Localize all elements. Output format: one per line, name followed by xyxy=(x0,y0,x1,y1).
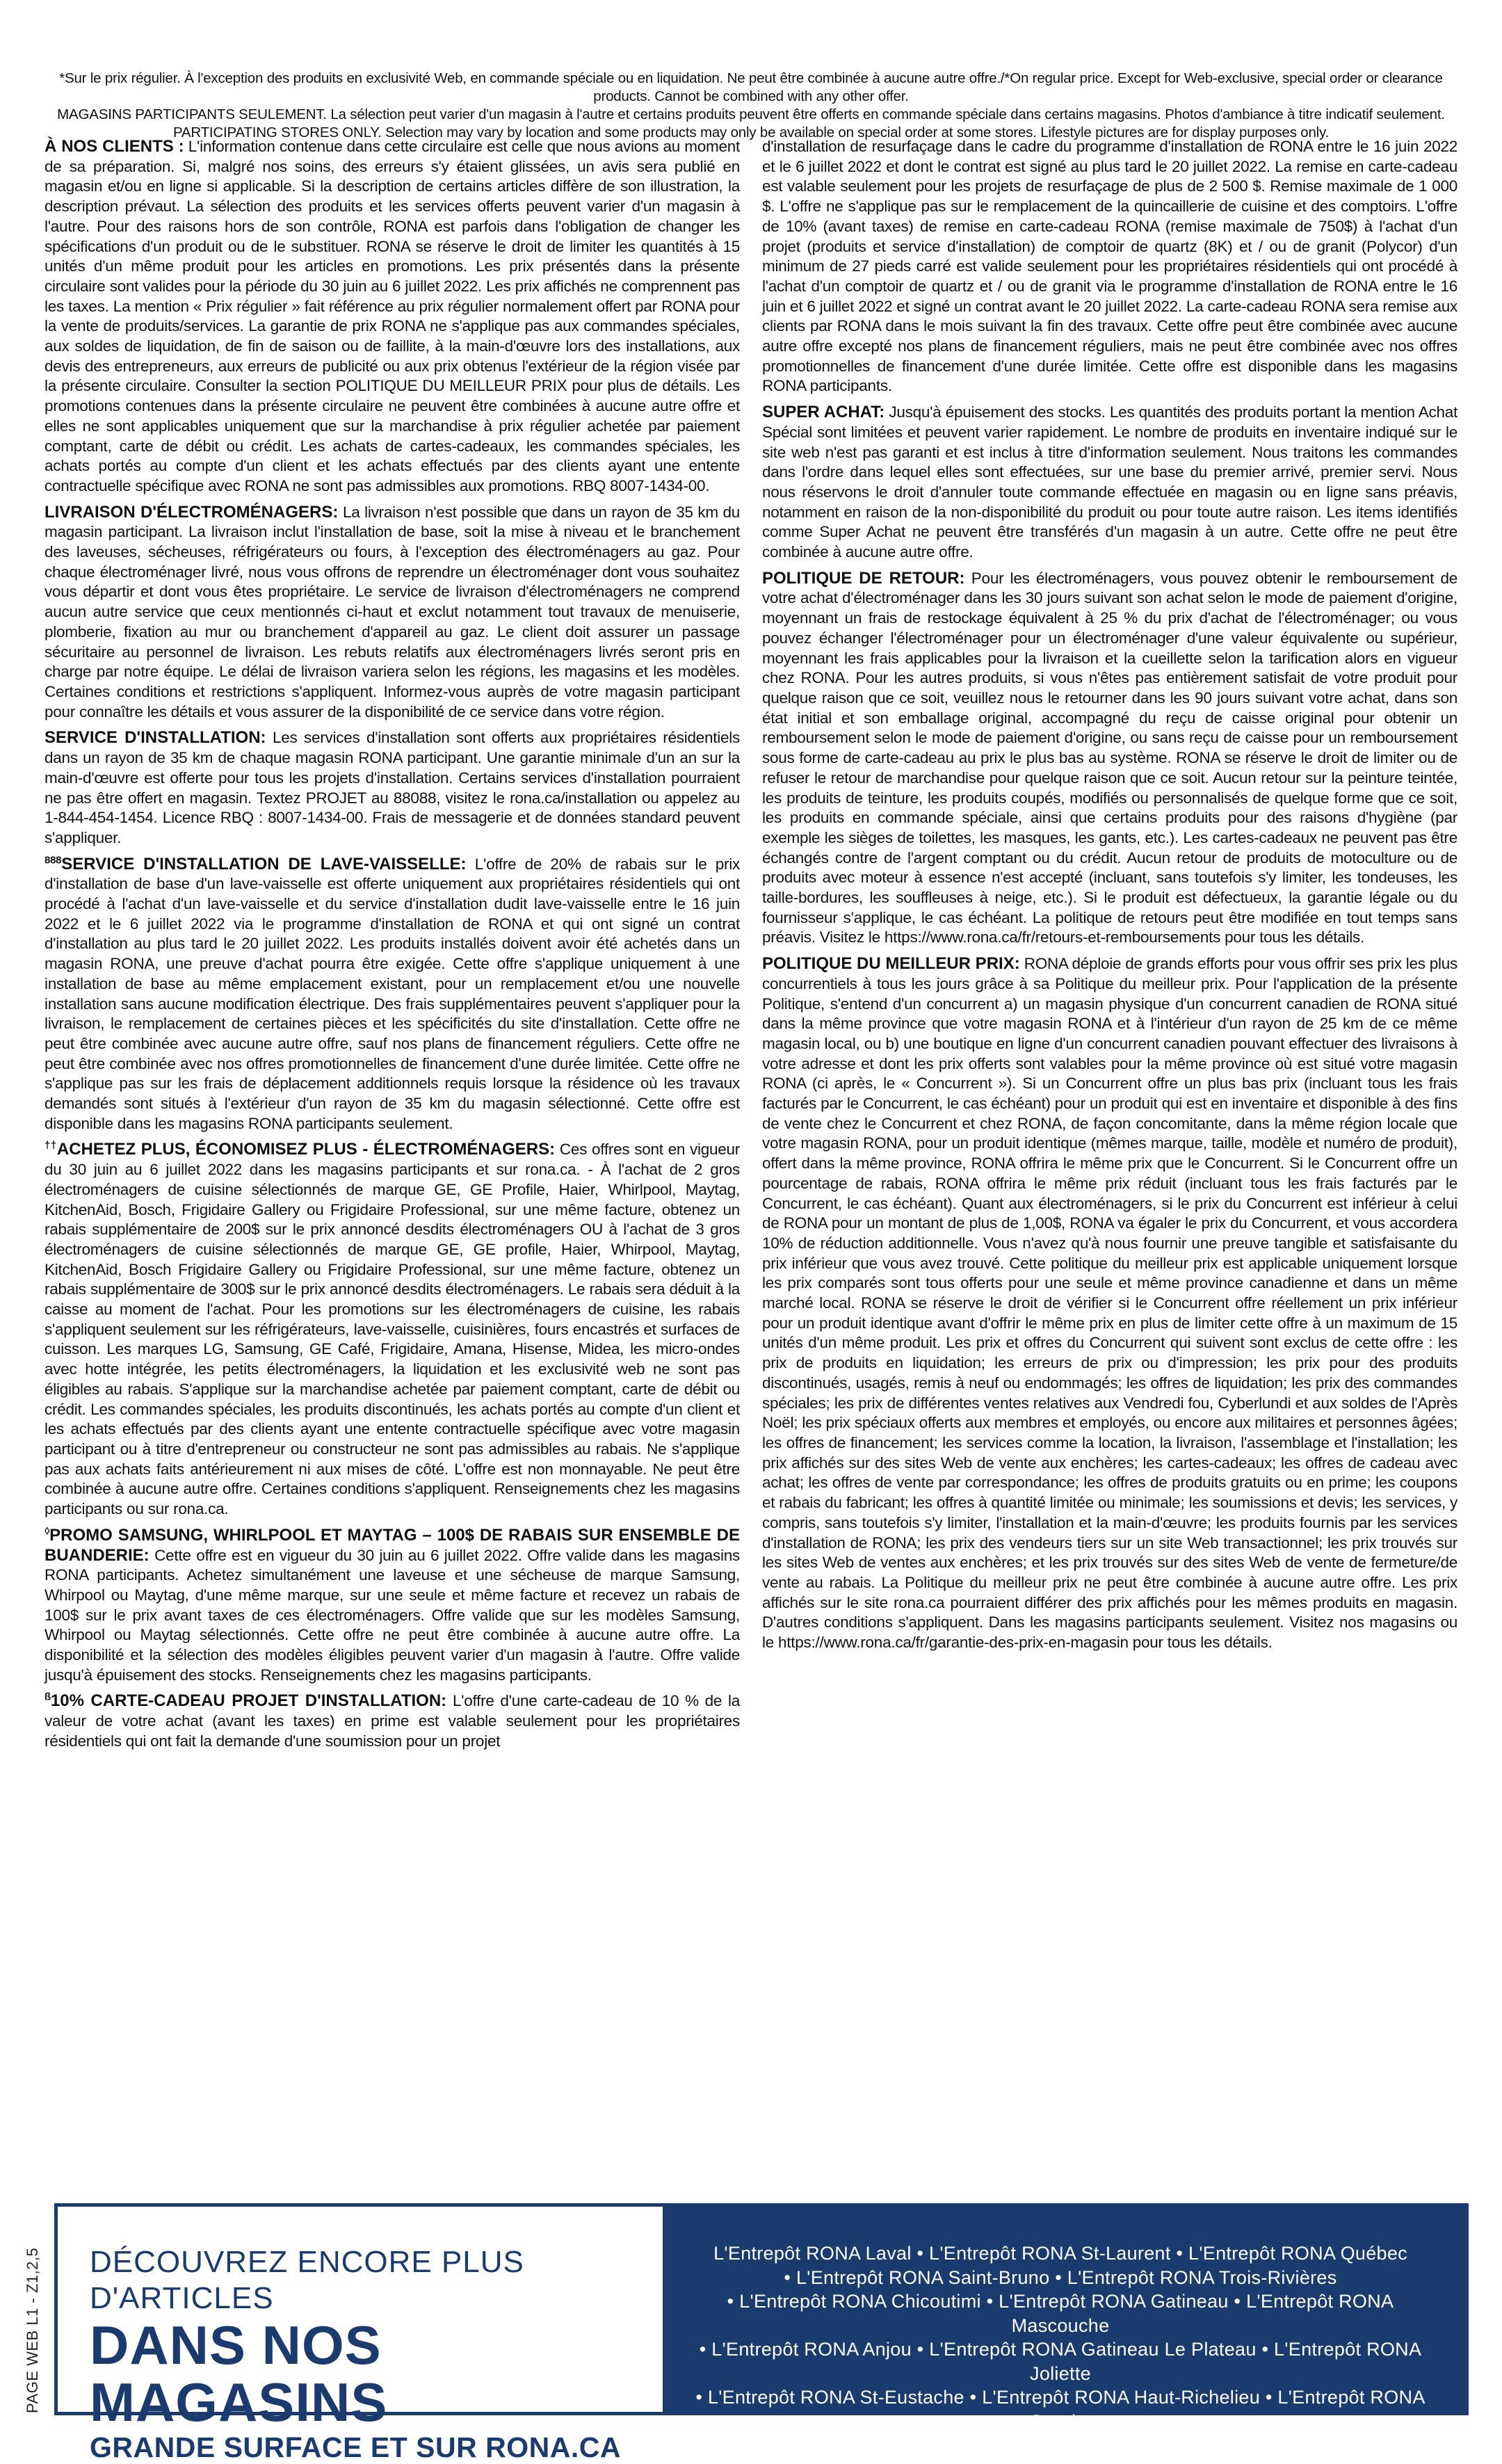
paragraph-heading: PROMO SAMSUNG, WHIRLPOOL ET MAYTAG – 100$ DE RABAIS SUR ENSEMBLE DE BUANDERIE: xyxy=(45,1525,740,1565)
paragraph-text: Les services d'installation sont offerts aux propriétaires résidentiels dans un rayon de 35 km de chaque magasin RONA participant. Une garantie minimale d'un an sur la main-d'œuvre est offerte pour tous les projets d'installation. Certains services d'installation pourraient ne pas être offert en magasin. Textez PROJET au 88088, visitez le rona.ca/installation ou appelez au 1-844-454-1454. Licence RBQ : 8007-1434-00. Frais de messagerie et de données standard peuvent s'appliquer. xyxy=(45,729,741,846)
banner-kicker: DÉCOUVREZ ENCORE PLUS D'ARTICLES xyxy=(90,2245,524,2315)
page-code: PAGE WEB L1 - Z1,2,5 xyxy=(24,2247,41,2413)
terms-paragraph xyxy=(45,728,740,848)
terms-paragraph xyxy=(762,403,1457,563)
store-banner xyxy=(54,2203,1469,2463)
terms-paragraph xyxy=(45,1691,740,1751)
store-line: • L'Entrepôt RONA St-Hyacinthe • L'Entrepôt RONA Brossard (Dix/30) xyxy=(764,2435,1357,2456)
store-line: • L'Entrepôt RONA St-Eustache • L'Entrepôt RONA Haut-Richelieu • L'Entrepôt RONA Granby xyxy=(695,2387,1426,2432)
left-column xyxy=(45,137,740,2199)
paragraph-heading: POLITIQUE DU MEILLEUR PRIX: xyxy=(762,954,1020,974)
paragraph-text: L'offre d'une carte-cadeau de 10 % de la valeur de votre achat (avant les taxes) en prime est valable seulement pour les propriétaires résidentiels qui ont fait la demande d'une soumission pour un projet xyxy=(45,1692,740,1750)
store-line: • L'Entrepôt RONA Chicoutimi • L'Entrepôt RONA Gatineau • L'Entrepôt RONA Mascouche xyxy=(727,2291,1394,2336)
store-line: L'Entrepôt RONA Laval • L'Entrepôt RONA St-Laurent • L'Entrepôt RONA Québec xyxy=(713,2243,1407,2264)
footnote-mark: ◊ xyxy=(45,1525,50,1538)
banner-main-title: DANS NOS MAGASINS xyxy=(90,2314,388,2433)
paragraph-heading: LIVRAISON D'ÉLECTROMÉNAGERS: xyxy=(45,502,339,522)
paragraph-text: Jusqu'à épuisement des stocks. Les quantités des produits portant la mention Achat Spécial sont limitées et peuvent varier rapidement. Le nombre de produits en inventaire indiqué sur le site web n'est pas garanti et est inclus à titre d'information seulement. Nous traitons les commandes dans l'ordre dans lequel elles sont effectuées, sur une base du premier arrivé, premier servi. Nous nous réservons le droit d'annuler toute commande effectuée en magasin ou en ligne sans préavis, notamment en raison de la non-disponibilité du produit ou pour toute autre raison. Les items identifiés comme Super Achat ne peuvent être transférés d'un magasin à un autre. Cette offre ne peut être combinée à aucune autre offre. xyxy=(762,403,1457,561)
paragraph-text: La livraison n'est possible que dans un rayon de 35 km du magasin participant. La livraison inclut l'installation de base, soit la mise à niveau et le branchement des laveuses, sécheuses, réfrigérateurs ou fours, à l'exception des électroménagers au gaz. Pour chaque électroménager livré, nous vous offrons de reprendre un électroménager dont vous souhaitez vous départir et dont vous êtes propriétaire. Le service de livraison d'électroménagers ne comprend aucun autre service que ceux mentionnés ci-haut et exclut notamment tout travaux de menuiserie, plomberie, fixation au mur ou branchement d'appareil au gaz. Le client doit assurer un passage sécuritaire au personnel de livraison. Les rebuts relatifs aux électroménagers livrés seront pris en charge par notre équipe. Le délai de livraison variera selon les régions, les magasins et les modèles. Certaines conditions et restrictions s'appliquent. Informez-vous auprès de votre magasin participant pour connaître les détails et vous assurer de la disponibilité de ce service dans votre région. xyxy=(45,503,740,720)
terms-paragraph xyxy=(762,569,1457,948)
paragraph-heading: 10% CARTE-CADEAU PROJET D'INSTALLATION: xyxy=(50,1691,447,1711)
terms-paragraph xyxy=(45,503,740,723)
paragraph-text: d'installation de resurfaçage dans le cadre du programme d'installation de RONA entre le 16 juin 2022 et le 6 juillet 2022 et dont le contrat est signé au plus tard le 20 juillet 2022. La remise en carte-cadeau est valable seulement pour les projets de resurfaçage de plus de 2 500 $. Remise maximale de 1 000 $. L'offre ne s'applique pas sur le remplacement de la quincaillerie de cuisine et des comptoirs. L'offre de 10% (avant taxes) de remise en carte-cadeau RONA (remise maximale de 750$) à l'achat d'un projet (produits et service d'installation) de comptoir de quartz (8K) et / ou de granit (Polycor) d'un minimum de 27 pieds carré est valide seulement pour les propriétaires résidentiels qui ont procédé à l'achat d'un comptoir de quartz et / ou de granit via le programme d'installation de RONA entre le 16 juin et 6 juillet 2022 et signé un contrat avant le 20 juillet 2022. La carte-cadeau RONA sera remise aux clients par RONA dans le mois suivant la fin des travaux. Cette offre peut être combinée avec aucune autre offre excepté nos plans de financement réguliers, mais ne peut être combinée avec nos offres promotionnelles de financement d'une durée limitée. Cette offre est disponible dans les magasins RONA participants. xyxy=(762,138,1457,395)
paragraph-text: L'information contenue dans cette circulaire est celle que nous avions au moment de sa préparation. Si, malgré nos soins, des erreurs s'y étaient glissées, un avis sera publié en magasin et/ou en ligne si applicable. Si la description de certains articles diffère de son illustration, la description prévaut. La sélection des produits et les services offerts peuvent varier d'un magasin à l'autre. Pour des raisons hors de son contrôle, RONA est parfois dans l'obligation de changer les spécifications d'un produit ou de le substituer. RONA se réserve le droit de limiter les quantités à 15 unités d'un même produit pour les articles en promotions. Les prix présentés dans la présente circulaire sont valides pour la période du 30 juin au 6 juillet 2022. Les prix affichés ne comprennent pas les taxes. La mention « Prix régulier » fait référence au prix régulier normalement offert par RONA pour la vente de produits/services. La garantie de prix RONA ne s'applique pas aux commandes spéciales, aux soldes de liquidation, de fin de saison ou de faillite, à la main-d'œuvre lors des installations, aux devis des entrepreneurs, aux erreurs de publicité ou aux prix obtenus l'extérieur de la région visée par la présente circulaire. Consulter la section POLITIQUE DU MEILLEUR PRIX pour plus de détails. Les promotions contenues dans la présente circulaire ne peuvent être combinées à aucune autre offre et elles ne sont applicables uniquement que sur la marchandise à prix régulier achetée par paiement comptant, carte de débit ou crédit. Les achats de cartes-cadeaux, les commandes spéciales, les achats portés au compte d'un client et les achats effectués par des clients ayant une entente contractuelle spécifique avec RONA ne sont pas admissibles aux promotions. RBQ 8007-1434-00. xyxy=(45,138,740,494)
paragraph-text: Ces offres sont en vigueur du 30 juin au 6 juillet 2022 dans les magasins participants et sur rona.ca. - À l'achat de 2 gros électroménagers de cuisine sélectionnés de marque GE, GE Profile, Haier, Whirlpool, Maytag, KitchenAid, Bosch, Frigidaire Gallery ou Frigidaire Professional, sur une même facture, obtenez un rabais supplémentaire de 200$ sur le prix annoncé desdits électroménagers OU à l'achat de 3 gros électroménagers de cuisine sélectionnés de marque GE, GE profile, Haier, Whirpool, Maytag, KitchenAid, Bosch Frigidaire Gallery ou Frigidaire Professional, sur une même facture, obtenez un rabais supplémentaire de 300$ sur le prix annoncé desdits électroménagers. Le rabais sera déduit à la caisse au moment de l'achat. Pour les promotions sur les électroménagers de cuisine, les rabais s'appliquent seulement sur les réfrigérateurs, lave-vaisselle, cuisinières, fours encastrés et surfaces de cuisson. Les marques LG, Samsung, GE Café, Frigidaire, Amana, Hisense, Midea, les micro-ondes avec hotte intégrée, les petits électroménagers, la liquidation et les exclusivité web ne sont pas éligibles au rabais. S'applique sur la marchandise achetée par paiement comptant, carte de débit ou crédit. Les commandes spéciales, les produits discontinués, les achats portés au compte d'un client et les achats effectués par des clients ayant une entente contractuelle spécifique avec votre magasin participant ou à titre d'entrepreneur ou constructeur ne sont pas admissibles au rabais. Ne s'applique pas aux achats faits antérieurement ni aux mises de côté. L'offre est non monnayable. Ne peut être combinée à aucune autre offre. Certaines conditions s'appliquent. Renseignements chez les magasins participants ou sur rona.ca. xyxy=(45,1141,740,1518)
paragraph-text: L'offre de 20% de rabais sur le prix d'installation de base d'un lave-vaisselle est offerte uniquement aux propriétaires résidentiels qui ont procédé à l'achat d'un lave-vaisselle et du service d'installation dudit lave-vaisselle entre le 16 juin 2022 et le 6 juillet 2022 via le programme d'installation de RONA et qui ont signé un contrat d'installation au plus tard le 20 juillet 2022. Les produits installés doivent avoir été achetés dans un magasin RONA, une preuve d'achat pourra être exigée. Cette offre s'applique uniquement à une installation de base au même emplacement existant, pour un remplacement et/ou une nouvelle installation sans aucune modification électrique. Des frais supplémentaires peuvent s'appliquer pour la livraison, le remplacement de certaines pièces et les spécificités du site d'installation. Cette offre ne peut être combinée avec aucune autre offre, sauf nos plans de financement réguliers. Cette offre ne peut être combinée avec nos offres promotionnelles de financement d'une durée limitée. Cette offre ne s'applique pas sur les frais de déplacement additionnels requis lorsque la résidence où les travaux demandés sont situés à l'extérieur d'un rayon de 35 km du magasin sélectionné. Cette offre est disponible dans les magasins RONA participants seulement. xyxy=(45,855,740,1132)
terms-columns xyxy=(45,137,1457,2199)
paragraph-heading: SERVICE D'INSTALLATION DE LAVE-VAISSELLE: xyxy=(61,854,467,873)
disclaimer-line-3: PARTICIPATING STORES ONLY. Selection may vary by location and some products may only be available on special order at some stores. Lifestyle pictures are for display purposes only. xyxy=(172,124,1330,140)
paragraph-heading: ACHETEZ PLUS, ÉCONOMISEZ PLUS - ÉLECTROMÉNAGERS: xyxy=(56,1140,556,1159)
store-line: • L'Entrepôt RONA Saint-Bruno • L'Entrepôt RONA Trois-Rivières xyxy=(784,2266,1337,2288)
disclaimer-line-1: *Sur le prix régulier. À l'exception des produits en exclusivité Web, en commande spéciale ou en liquidation. Ne peut être combinée à aucune autre offre./*On regular price. Except for Web-exclusive, special order or clearance products. Cannot be combined with any other offer. xyxy=(59,70,1443,104)
store-list xyxy=(663,2207,1465,2456)
banner-subtitle: GRANDE SURFACE ET SUR RONA.CA xyxy=(90,2431,621,2463)
terms-paragraph xyxy=(45,855,740,1134)
terms-paragraph xyxy=(45,1526,740,1686)
right-column xyxy=(762,137,1457,2199)
paragraph-text: RONA déploie de grands efforts pour vous offrir ses prix les plus concurrentiels à tous les jours grâce à sa Politique du meilleur prix. Pour l'application de la présente Politique, s'entend d'un concurrent a) un magasin physique d'un concurrent canadien de RONA situé dans la même province que votre magasin RONA et à l'intérieur d'un rayon de 25 km de ce même magasin local, ou b) une boutique en ligne d'un concurrent canadien pouvant effectuer des livraisons à votre adresse et dont les prix offerts sont valables pour la même province où est situé votre magasin RONA (ci après, le « Concurrent »). Si un Concurrent offre un plus bas prix (incluant tous les frais facturés par le Concurrent, le cas échéant) pour un produit qui est en inventaire et disponible à des fins de vente chez le Concurrent et chez RONA, de façon concomitante, dans la même région locale que votre magasin RONA, pour un produit identique (mêmes marque, taille, modèle et numéro de produit), offert dans la même province, RONA offrira le même prix que le Concurrent. Si le Concurrent offre un pourcentage de rabais, RONA offrira le même prix réduit (incluant tous les frais facturés par le Concurrent, le cas échéant). Quant aux électroménagers, si le prix du Concurrent est inférieur à celui de RONA pour un montant de plus de 1,00$, RONA va égaler le prix du Concurrent, et vous accordera 10% de réduction additionnelle. Vous n'avez qu'à nous fournir une preuve tangible et satisfaisante du prix inférieur que vous avez trouvé. Cette politique du meilleur prix est applicable uniquement lorsque les prix comparés sont tous offerts pour une seule et même province canadienne et dans un même marché local. RONA se réserve le droit de vérifier si le Concurrent offre réellement un prix inférieur pour un produit identique avant d'offrir le même prix en plus de limiter cette offre à un maximum de 15 unités d'un même produit. Les prix et offres du Concurrent qui suivent sont exclus de cette offre : les prix de produits en liquidation; les erreurs de prix ou d'impression; les prix pour des produits discontinués, usagés, remis à neuf ou endommagés; les offres de liquidation; les prix des commandes spéciales; les prix de différentes ventes relatives aux Vendredi fou, Cyberlundi et aux soldes de l'Après Noël; les prix spéciaux offerts aux membres et employés, ou encore aux militaires et personnes âgées; les offres de financement; les services comme la location, la livraison, l'assemblage et l'installation; les prix affichés sur des sites Web de vente aux enchères; les cartes-cadeaux; les offres de cadeau avec achat; les offres de vente par correspondance; les offres de produits gratuits ou en prime; les coupons et rabais du fabricant; les offres à quantité limitée ou minimale; les soumissions et devis; les services, y compris, sans toutefois s'y limiter, l'installation et la main-d'œuvre; les produits fournis par les services d'installation de RONA; les prix des vendeurs tiers sur un site Web transactionnel; les prix trouvés sur les sites Web de ventes aux enchères; et les prix trouvés sur des sites Web de vente de fermeture/de vente au rabais. La Politique du meilleur prix ne peut être combinée à aucune autre offre. Les prix affichés sur le site rona.ca pourraient différer des prix affichés pour les mêmes produits en magasin. D'autres conditions s'appliquent. Dans les magasins participants seulement. Visitez nos magasins ou le https://www.rona.ca/fr/garantie-des-prix-en-magasin pour tous les détails. xyxy=(762,955,1457,1652)
terms-paragraph xyxy=(45,137,740,497)
footnote-mark: 888 xyxy=(45,854,62,867)
paragraph-heading: SERVICE D'INSTALLATION: xyxy=(45,728,266,748)
banner-headline xyxy=(58,2207,663,2463)
footnote-mark: †† xyxy=(45,1139,57,1152)
top-disclaimer xyxy=(45,70,1457,142)
terms-paragraph xyxy=(762,137,1457,396)
paragraph-heading: À NOS CLIENTS : xyxy=(45,137,184,156)
paragraph-text: Cette offre est en vigueur du 30 juin au 6 juillet 2022. Offre valide dans les magasins RONA participants. Achetez simultanément une laveuse et une sécheuse de marque Samsung, Whirpool ou Maytag, d'une même marque, sur une seule et même facture et recevez un rabais de 100$ sur le prix avant taxes de ces électroménagers. Offre valide que sur les modèles Samsung, Whirpool ou Maytag sélectionnés. Cette offre ne peut être combinée à aucune autre offre. La disponibilité et la sélection des modèles éligibles peuvent varier d'un magasin à l'autre. Offre valide jusqu'à épuisement des stocks. Renseignements chez les magasins participants. xyxy=(45,1546,740,1684)
paragraph-heading: SUPER ACHAT: xyxy=(762,403,885,422)
paragraph-heading: POLITIQUE DE RETOUR: xyxy=(762,568,965,588)
disclaimer-line-2: MAGASINS PARTICIPANTS SEULEMENT. La sélection peut varier d'un magasin à l'autre et certains produits peuvent être offerts en commande spéciale dans certains magasins. Photos d'ambiance à titre indicatif seulement. xyxy=(57,106,1445,122)
store-line: • L'Entrepôt RONA Anjou • L'Entrepôt RONA Gatineau Le Plateau • L'Entrepôt RONA Joliette xyxy=(699,2339,1422,2384)
footnote-mark: ß xyxy=(45,1691,51,1703)
store-lines xyxy=(677,2241,1444,2458)
terms-paragraph xyxy=(762,954,1457,1653)
terms-paragraph xyxy=(45,1140,740,1519)
paragraph-text: Pour les électroménagers, vous pouvez obtenir le remboursement de votre achat d'électroménager dans les 30 jours suivant son achat selon le mode de paiement d'origine, moyennant un frais de restockage équivalent à 25 % du prix d'achat de l'électroménager; ou vous pouvez échanger l'électroménager pour un électroménager d'une valeur équivalente ou supérieur, moyennant les frais applicables pour la livraison et la cueillette selon la tarification alors en vigueur chez RONA. Pour les autres produits, si vous n'êtes pas entièrement satisfait de votre produit pour quelque raison que ce soit, veuillez nous le retourner dans les 90 jours suivant votre achat, dans son état initial et son emballage original, accompagné du reçu de caisse original pour obtenir un remboursement selon le mode de paiement d'origine, ou sans reçu de caisse pour un remboursement sous forme de carte-cadeau au prix le plus bas au système. RONA se réserve le droit de limiter ou de refuser le retour de marchandise pour quelque raison que ce soit. Aucun retour sur la peinture teintée, les produits de teinture, les produits coupés, modifiés ou personnalisés de quelque forme que ce soit, les produits en commande spéciale, ainsi que certains produits pour des raisons d'hygiène (par exemple les sièges de toilettes, les masques, les gants, etc.). Les cartes-cadeaux ne peuvent pas être échangés contre de l'argent comptant ou du crédit. Aucun retour de produits de motoculture ou de produits avec moteur à essence n'est accepté (incluant, sans toutefois s'y limiter, les tondeuses, les taille-bordures, les souffleuses à neige, etc.). Si le produit est défectueux, la garantie légale ou du fournisseur s'applique, le cas échéant. La politique de retours peut être modifiée en tout temps sans préavis. Visitez le https://www.rona.ca/fr/retours-et-remboursements pour tous les détails. xyxy=(762,569,1458,947)
